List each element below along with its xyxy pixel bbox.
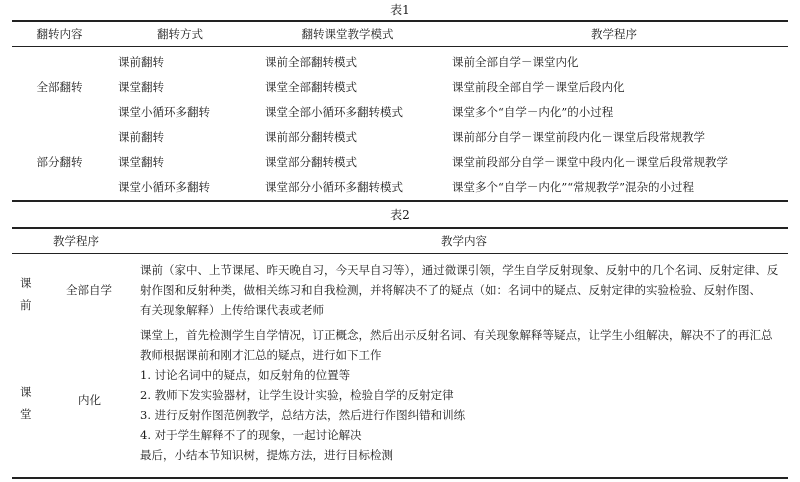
table2-top-rule [12,227,788,229]
table2-row-content [140,260,784,320]
table1-method-cell: 课前翻转 [118,130,164,144]
table1-mode-cell: 课前全部翻转模式 [265,55,357,69]
table1-mode-cell: 课堂全部翻转模式 [265,80,357,94]
table1-group-partial: 部分翻转 [36,155,83,169]
table1-procedure-cell: 课堂多个“自学－内化”“常规教学”混杂的小过程 [452,180,695,194]
table2-header-procedure: 教学程序 [53,234,99,248]
content-line: 射作图和反射种类，做相关练习和自我检测，并将解决不了的疑点（如：名词中的疑点、反射定律的实验检验、反射作图、 [140,283,761,297]
table1-group-full: 全部翻转 [36,80,83,94]
table1-mode-cell: 课前部分翻转模式 [265,130,357,144]
table1-procedure-cell: 课堂前段部分自学－课堂中段内化－课堂后段常规教学 [452,155,728,169]
content-line: 有关现象解释）上传给课代表或老师 [140,303,324,317]
table1-caption: 表1 [390,3,410,17]
table2-header-rule [12,253,788,254]
content-line: 教师根据课前和刚才汇总的疑点，进行如下工作 [140,348,382,362]
table2-caption: 表2 [390,208,410,222]
table1-header-mode: 翻转课堂教学模式 [301,27,394,41]
table2-bottom-rule [12,477,788,479]
table1-header-procedure: 教学程序 [591,27,637,41]
table1-procedure-cell: 课前全部自学－课堂内化 [452,55,579,69]
table1-mode-cell: 课堂部分翻转模式 [265,155,357,169]
table1-top-rule [12,20,788,22]
table1-procedure-cell: 课堂多个“自学－内化”的小过程 [452,105,614,119]
table1-header-content: 翻转内容 [36,27,83,41]
content-line: 2. 教师下发实验器材，让学生设计实验，检验自学的反射定律 [140,388,454,402]
table1-header-method: 翻转方式 [157,27,203,41]
table1-method-cell: 课堂小循环多翻转 [118,105,210,119]
table2-substage-label: 全部自学 [66,283,112,297]
content-line: 课前（家中、上节课尾、昨天晚自习，今天早自习等），通过微课引领，学生自学反射现象、反射中的几个名词、反射定律、反 [140,263,779,277]
table2-stage-label: 课前 [20,276,32,312]
content-line: 最后，小结本节知识树，提炼方法，进行目标检测 [140,448,393,462]
table1-method-cell: 课堂翻转 [118,155,164,169]
table1-method-cell: 课堂小循环多翻转 [118,180,210,194]
content-line: 1. 讨论名词中的疑点，如反射角的位置等 [140,368,351,382]
table1-procedure-cell: 课堂前段全部自学－课堂后段内化 [452,80,625,94]
table1-method-cell: 课前翻转 [118,55,164,69]
content-line: 4. 对于学生解释不了的现象，一起讨论解决 [140,428,362,442]
table1-procedure-cell: 课前部分自学－课堂前段内化－课堂后段常规教学 [452,130,705,144]
table1-header-rule [12,46,788,47]
table2-row-content [140,325,784,465]
table2-stage-label: 课堂 [20,385,32,421]
table1-method-cell: 课堂翻转 [118,80,164,94]
content-line: 3. 进行反射作图范例教学，总结方法，然后进行作图纠错和训练 [140,408,466,422]
table1-mode-cell: 课堂全部小循环多翻转模式 [265,105,403,119]
table2-header-content: 教学内容 [441,234,487,248]
table2-substage-label: 内化 [78,393,101,407]
content-line: 课堂上，首先检测学生自学情况，订正概念，然后出示反射名词、有关现象解释等疑点，让学生小组解决，解决不了的再汇总 [140,328,773,342]
table1-bottom-rule [12,200,788,202]
table1-mode-cell: 课堂部分小循环多翻转模式 [265,180,403,194]
